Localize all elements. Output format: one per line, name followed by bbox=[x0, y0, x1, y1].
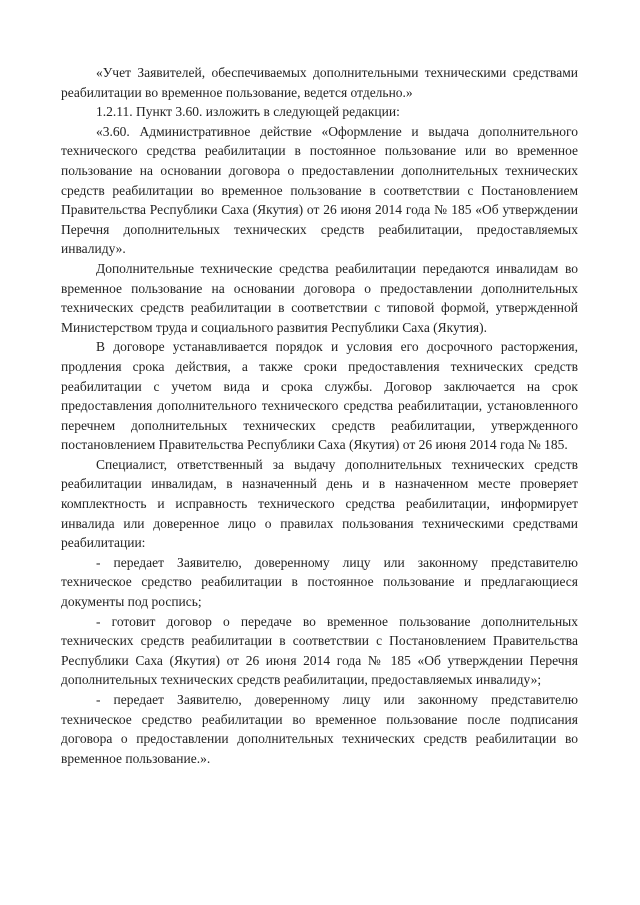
paragraph-contract-terms: В договоре устанавливается порядок и условия его досрочного расторжения, продления срока действия, а также сроки предоставления технических средств реабилитации с учетом вида и срока службы. Договор заключается на срок предоставления дополнительного технического средства реабилитации, установленного перечнем дополнительных технических средств реабилитации, утвержденного постановлением Правительства Республики Саха (Якутия) от 26 июня 2014 года № 185. bbox=[61, 339, 578, 453]
paragraph-specialist-duties: Специалист, ответственный за выдачу дополнительных технических средств реабилитации инвалидам, в назначенный день и в назначенном месте проверяет комплектность и исправность технического средства реабилитации, информирует инвалида или доверенное лицо о правилах пользования техническими средствами реабилитации: bbox=[61, 456, 578, 551]
paragraph-clause-3-60: «3.60. Административное действие «Оформление и выдача дополнительного технического средства реабилитации в постоянное пользование или во временное пользование на основании договора о предоставлении дополнительных технических средств реабилитации во временное пользование в соответствии с Постановлением Правительства Республики Саха (Якутия) от 26 июня 2014 года № 185 «Об утверждении Перечня дополнительных технических средств реабилитации, предоставляемых инвалиду». bbox=[61, 123, 578, 257]
paragraph-temporary-transfer: Дополнительные технические средства реабилитации передаются инвалидам во временное пользование на основании договора о предоставлении дополнительных технических средств реабилитации в соответствии с типовой формой, утвержденной Министерством труда и социального развития Республики Саха (Якутия). bbox=[61, 260, 578, 335]
list-item-permanent-use: - передает Заявителю, доверенному лицу или законному представителю техническое средство реабилитации в постоянное пользование и предлагающиеся документы под роспись; bbox=[61, 554, 578, 610]
paragraph-record-keeping: «Учет Заявителей, обеспечиваемых дополнительными техническими средствами реабилитации во временное пользование, ведется отдельно.» bbox=[61, 65, 578, 100]
document-body bbox=[61, 63, 578, 768]
paragraph-clause-1-2-11: 1.2.11. Пункт 3.60. изложить в следующей редакции: bbox=[96, 104, 400, 120]
list-item-prepare-contract: - готовит договор о передаче во временное пользование дополнительных технических средств реабилитации в соответствии с Постановлением Правительства Республики Саха (Якутия) от 26 июня 2014 года № 185 «Об утверждении Перечня дополнительных технических средств реабилитации, предоставляемых инвалиду»; bbox=[61, 613, 578, 688]
list-item-temporary-use: - передает Заявителю, доверенному лицу или законному представителю техническое средство реабилитации во временное пользование после подписания договора о предоставлении дополнительных технических средств реабилитации во временное пользование.». bbox=[61, 692, 578, 766]
